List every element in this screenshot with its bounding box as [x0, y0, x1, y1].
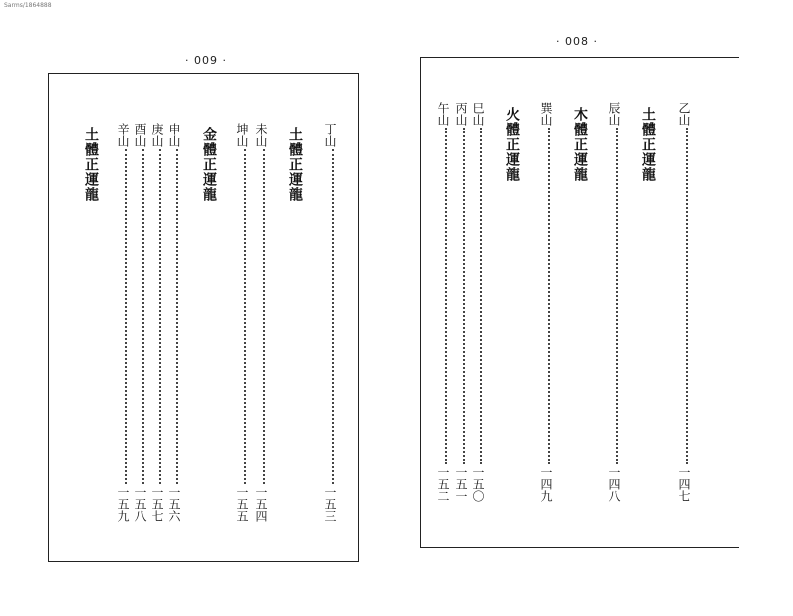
left-toc-entry: [151, 123, 163, 522]
dotted-leader: [686, 128, 689, 464]
left-section-heading: 土體正運龍: [287, 127, 303, 202]
entry-label: 辛山: [116, 123, 130, 147]
watermark: Sarms/1864888: [4, 2, 52, 9]
right-section-heading: 木體正運龍: [572, 107, 588, 182]
entry-label: 未山: [254, 123, 268, 147]
entry-page-number: 一五二: [436, 466, 450, 502]
right-toc-entry: [678, 102, 690, 502]
entry-page-number: 一四七: [677, 466, 691, 502]
dotted-leader: [263, 149, 266, 484]
dotted-leader: [332, 149, 335, 484]
entry-label: 乙山: [677, 102, 691, 126]
dotted-leader: [159, 149, 162, 484]
entry-page-number: 一五八: [133, 486, 147, 522]
entry-label: 酉山: [133, 123, 147, 147]
dotted-leader: [616, 128, 619, 464]
right-toc-entry: [455, 102, 467, 502]
dotted-leader: [125, 149, 128, 484]
entry-label: 丁山: [323, 123, 337, 147]
entry-page-number: 一五六: [167, 486, 181, 522]
entry-page-number: 一四九: [539, 466, 553, 502]
entry-page-number: 一五〇: [471, 466, 485, 502]
left-toc-entry: [324, 123, 336, 522]
right-section-heading: 火體正運龍: [504, 107, 520, 182]
entry-page-number: 一四八: [607, 466, 621, 502]
left-toc-entry: [134, 123, 146, 522]
entry-label: 庚山: [150, 123, 164, 147]
left-toc-entry: [168, 123, 180, 522]
dotted-leader: [463, 128, 466, 464]
entry-page-number: 一五三: [323, 486, 337, 522]
entry-label: 辰山: [607, 102, 621, 126]
right-toc-entry: [437, 102, 449, 502]
left-toc-entry: [236, 123, 248, 522]
entry-label: 坤山: [235, 123, 249, 147]
dotted-leader: [176, 149, 179, 484]
entry-label: 申山: [167, 123, 181, 147]
entry-page-number: 一五四: [254, 486, 268, 522]
dotted-leader: [244, 149, 247, 484]
dotted-leader: [142, 149, 145, 484]
right-toc-entry: [608, 102, 620, 502]
dotted-leader: [480, 128, 483, 464]
entry-label: 巳山: [471, 102, 485, 126]
entry-page-number: 一五五: [235, 486, 249, 522]
entry-page-number: 一五一: [454, 466, 468, 502]
left-page-number: · 009 ·: [185, 54, 227, 67]
dotted-leader: [445, 128, 448, 464]
entry-label: 丙山: [454, 102, 468, 126]
right-toc-entry: [472, 102, 484, 502]
left-toc-entry: [255, 123, 267, 522]
right-toc-entry: [540, 102, 552, 502]
entry-page-number: 一五七: [150, 486, 164, 522]
dotted-leader: [548, 128, 551, 464]
entry-label: 巽山: [539, 102, 553, 126]
left-toc-entry: [117, 123, 129, 522]
left-section-heading: 金體正運龍: [201, 127, 217, 202]
left-section-heading: 土體正運龍: [83, 127, 99, 202]
right-section-heading: 土體正運龍: [640, 107, 656, 182]
right-page-number: · 008 ·: [556, 35, 598, 48]
entry-page-number: 一五九: [116, 486, 130, 522]
entry-label: 午山: [436, 102, 450, 126]
